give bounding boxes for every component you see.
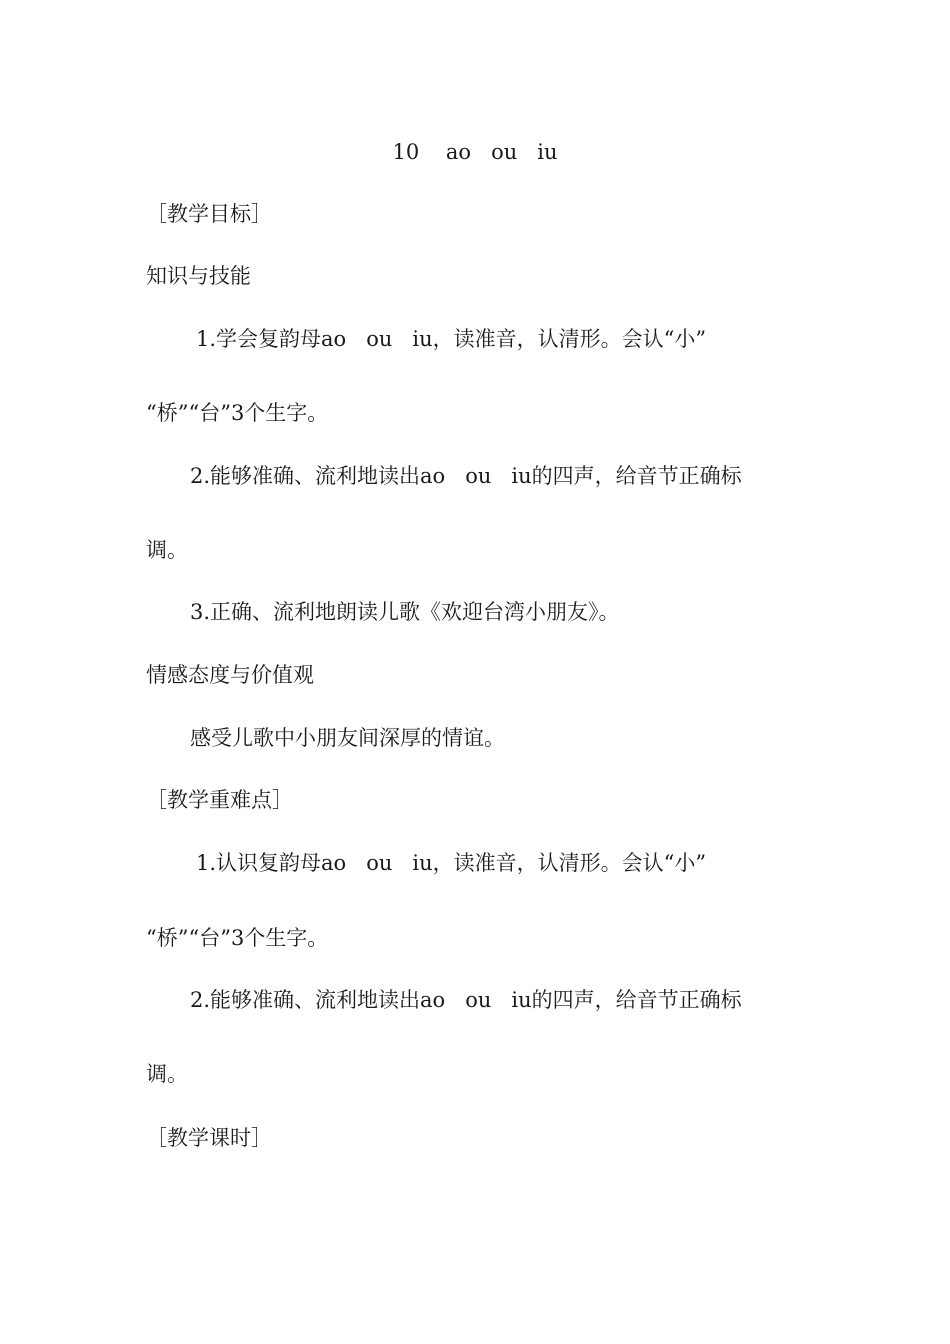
goal-item-1-continued: “桥”“台”3个生字。 — [146, 401, 329, 425]
goal-item-3: 3.正确、流利地朗读儿歌《欢迎台湾小朋友》。 — [190, 600, 620, 624]
emotion-item: 感受儿歌中小朋友间深厚的情谊。 — [190, 726, 505, 750]
key-point-item-1-continued: “桥”“台”3个生字。 — [146, 926, 329, 950]
goal-item-1: 1.学会复韵母ao ou iu，读准音，认清形。会认“小” — [196, 327, 707, 351]
key-point-item-2-continued: 调。 — [146, 1062, 188, 1086]
section-heading-key-difficult-points: ［教学重难点］ — [146, 788, 293, 812]
lesson-title: 10 ao ou iu — [392, 140, 558, 164]
goal-item-2: 2.能够准确、流利地读出ao ou iu的四声，给音节正确标 — [190, 464, 742, 488]
key-point-item-1: 1.认识复韵母ao ou iu，读准音，认清形。会认“小” — [196, 851, 707, 875]
subheading-emotion-values: 情感态度与价值观 — [146, 663, 314, 687]
section-heading-teaching-goals: ［教学目标］ — [146, 202, 272, 226]
subheading-knowledge-skills: 知识与技能 — [146, 264, 251, 288]
goal-item-2-continued: 调。 — [146, 538, 188, 562]
section-heading-class-hours: ［教学课时］ — [146, 1126, 272, 1150]
key-point-item-2: 2.能够准确、流利地读出ao ou iu的四声，给音节正确标 — [190, 988, 742, 1012]
